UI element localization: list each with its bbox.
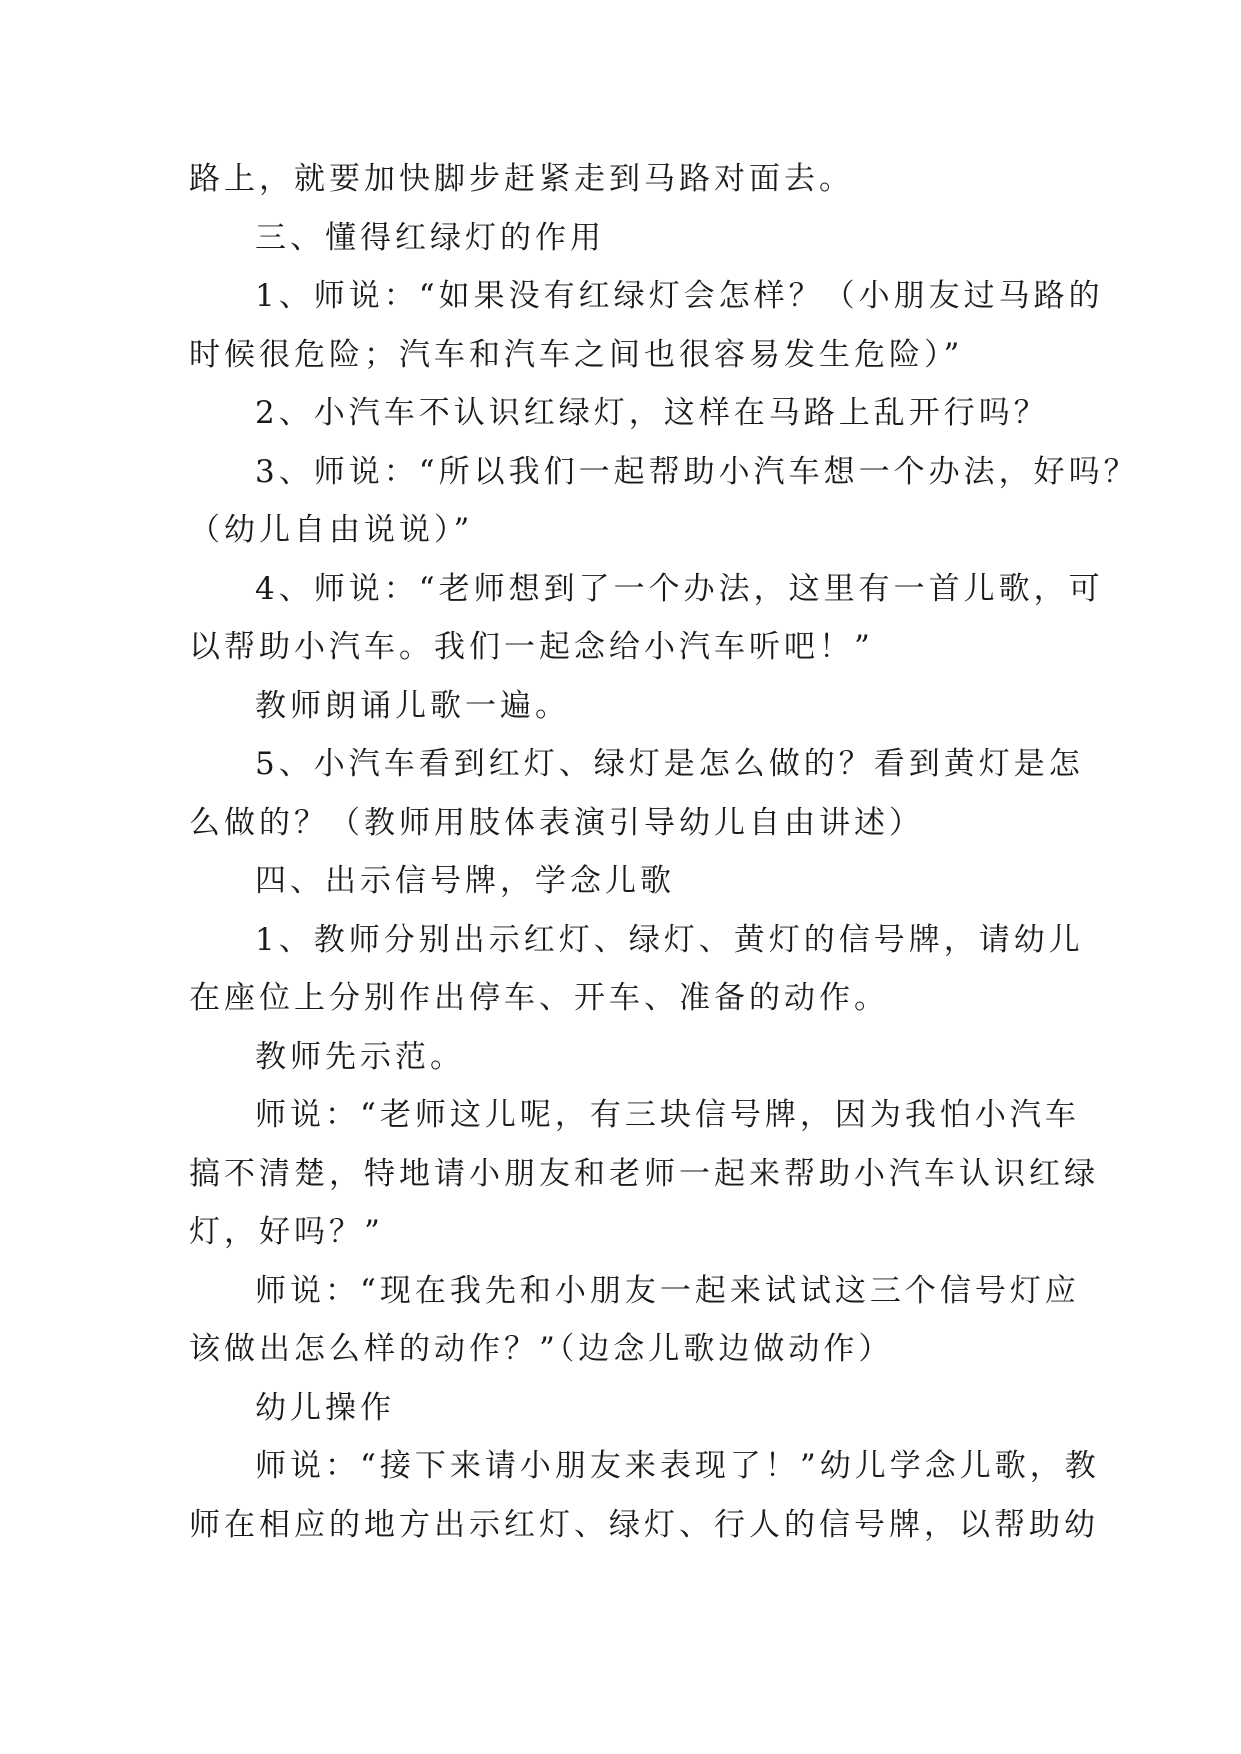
text-line: 幼儿操作 [255, 1389, 395, 1426]
text-line: 5、小汽车看到红灯、绿灯是怎么做的？看到黄灯是怎 [255, 746, 1084, 782]
text-line: 以帮助小汽车。我们一起念给小汽车听吧！” [189, 629, 874, 665]
text-line: 2、小汽车不认识红绿灯，这样在马路上乱开行吗？ [255, 395, 1049, 431]
text-line: 4、师说：“老师想到了一个办法，这里有一首儿歌，可 [255, 570, 1104, 607]
text-line: 在座位上分别作出停车、开车、准备的动作。 [189, 980, 889, 1016]
text-line: 搞不清楚，特地请小朋友和老师一起来帮助小汽车认识红绿 [189, 1155, 1099, 1192]
text-line: 路上，就要加快脚步赶紧走到马路对面去。 [189, 161, 854, 197]
text-line: 3、师说：“所以我们一起帮助小汽车想一个办法，好吗？ [255, 453, 1139, 490]
text-line: （幼儿自由说说）” [189, 512, 474, 548]
text-line: 么做的？（教师用肢体表演引导幼儿自由讲述） [189, 804, 924, 841]
text-line: 师在相应的地方出示红灯、绿灯、行人的信号牌，以帮助幼 [189, 1506, 1099, 1543]
text-line: 时候很危险；汽车和汽车之间也很容易发生危险）” [189, 336, 964, 373]
text-line: 教师先示范。 [255, 1038, 465, 1075]
text-line: 三、懂得红绿灯的作用 [255, 219, 605, 256]
text-line: 1、教师分别出示红灯、绿灯、黄灯的信号牌，请幼儿 [255, 921, 1084, 958]
text-line: 师说：“现在我先和小朋友一起来试试这三个信号灯应 [255, 1272, 1080, 1309]
text-line: 教师朗诵儿歌一遍。 [255, 687, 570, 724]
text-line: 师说：“老师这儿呢，有三块信号牌，因为我怕小汽车 [255, 1097, 1080, 1133]
document-body [189, 150, 1139, 1554]
text-line: 1、师说：“如果没有红绿灯会怎样？（小朋友过马路的 [255, 278, 1104, 314]
text-line: 师说：“接下来请小朋友来表现了！”幼儿学念儿歌，教 [255, 1448, 1100, 1484]
text-line: 四、出示信号牌，学念儿歌 [255, 863, 675, 899]
text-line: 灯，好吗？” [189, 1214, 384, 1250]
text-line: 该做出怎么样的动作？”（边念儿歌边做动作） [189, 1331, 894, 1367]
